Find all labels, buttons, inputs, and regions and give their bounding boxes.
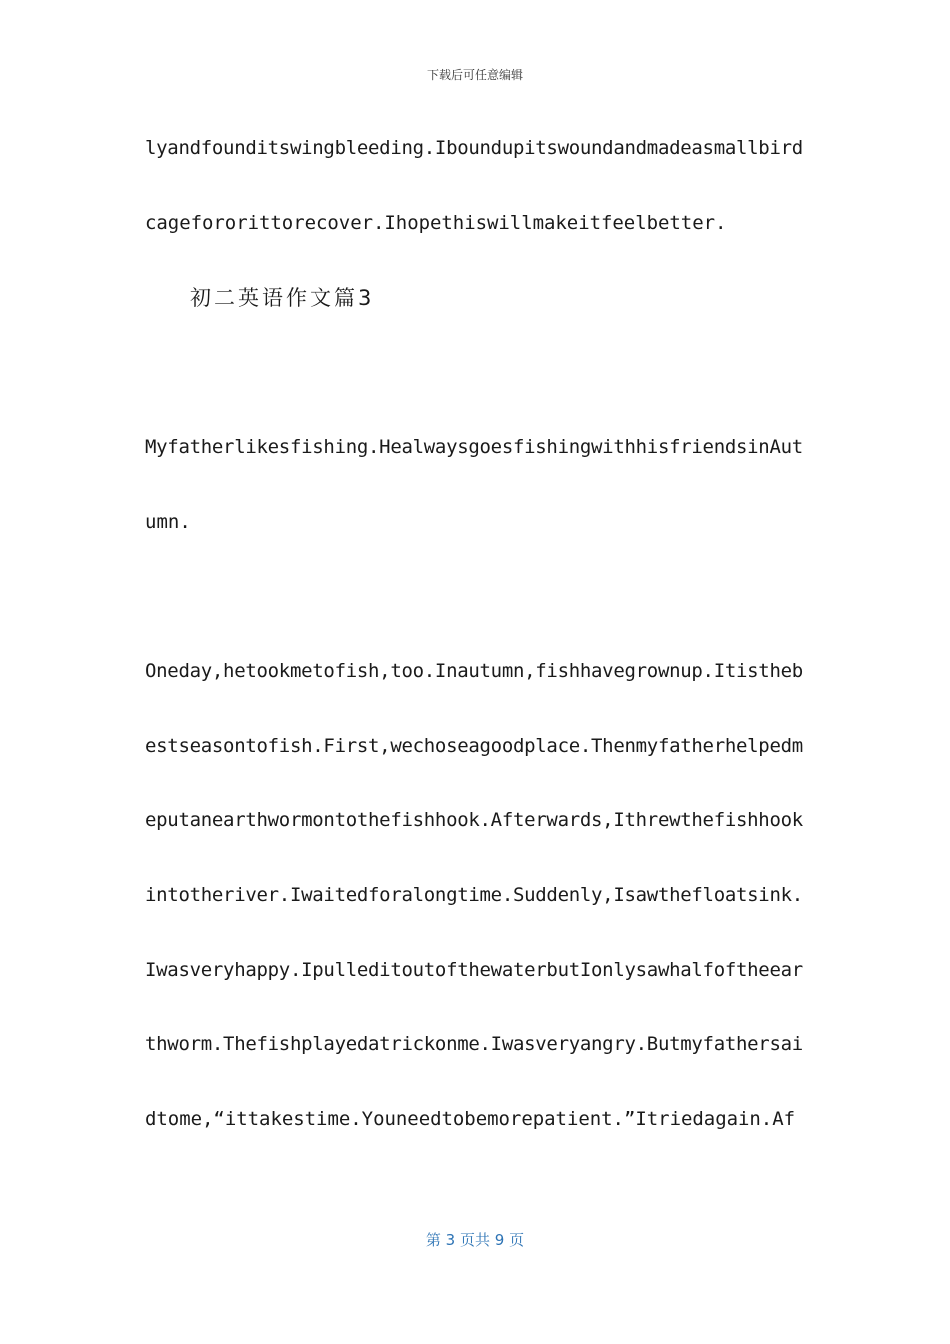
body-line-4: umn. — [145, 511, 191, 533]
body-line-9: Iwasveryhappy.IpulleditoutofthewaterbutIonlysawhalfoftheear — [145, 959, 803, 981]
body-line-10: thworm.Thefishplayedatrickonme.Iwasveryangry.Butmyfathersai — [145, 1033, 803, 1055]
body-line-5: Oneday,hetookmetofish,too.Inautumn,fishhavegrownup.Itistheb — [145, 660, 803, 682]
body-line-1: lyandfounditswingbleeding.Iboundupitswoundandmadeasmallbird — [145, 137, 803, 159]
page-header: 下载后可任意编辑 — [426, 68, 523, 82]
body-line-3: Myfatherlikesfishing.HealwaysgoesfishingwithhisfriendsinAut — [145, 436, 803, 458]
body-line-7: eputanearthwormontothefishhook.Afterwards,Ithrewthefishhook — [145, 809, 803, 831]
body-line-8: intotheriver.Iwaitedforalongtime.Suddenly,Isawthefloatsink. — [145, 884, 803, 906]
body-line-2: cagefororittorecover.Ihopethiswillmakeitfeelbetter. — [145, 212, 727, 234]
body-line-6: estseasontofish.First,wechoseagoodplace.Thenmyfatherhelpedm — [145, 735, 803, 757]
section-heading: 初二英语作文篇3 — [190, 286, 375, 310]
page-footer: 第 3 页共 9 页 — [425, 1231, 525, 1249]
body-line-11: dtome,“ittakestime.Youneedtobemorepatient.”Itriedagain.Af — [145, 1108, 796, 1130]
